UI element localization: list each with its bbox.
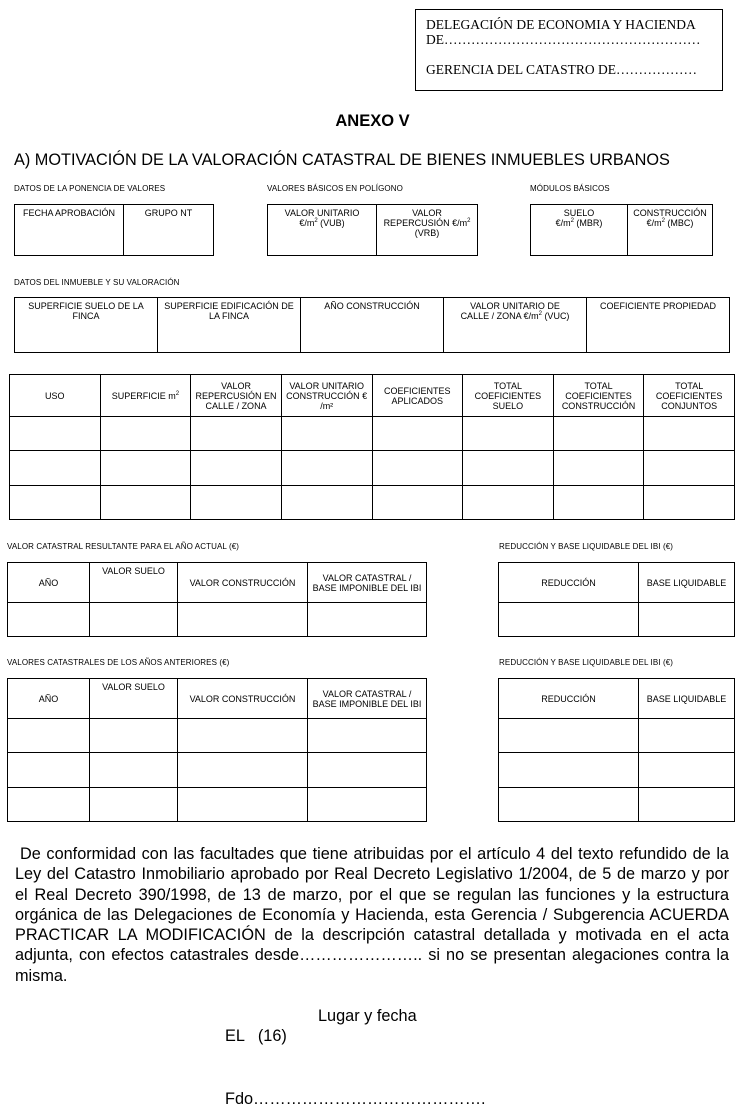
- vrb-header: VALOR REPERCUSIÓN $€/m^2$ (VRB): [377, 205, 478, 256]
- reduccion-label: REDUCCIÓN Y BASE LIQUIDABLE DEL IBI (€): [499, 658, 674, 667]
- ano-header: AÑO: [8, 679, 90, 719]
- header-delegacion: DELEGACIÓN DE ECONOMIA Y HACIENDA: [426, 17, 696, 32]
- valor-construccion-header: VALOR CONSTRUCCIÓN: [178, 563, 308, 603]
- header-box: [415, 9, 723, 91]
- valores-anteriores-label: VALORES CATASTRALES DE LOS AÑOS ANTERIORES (€): [7, 658, 230, 667]
- lugar-fecha: Lugar y fecha: [318, 1007, 417, 1025]
- valor-actual-table: [7, 562, 427, 637]
- annex-title: ANEXO V: [335, 112, 410, 130]
- valor-unitario-construccion-header: VALOR UNITARIO CONSTRUCCIÓN € /m²: [281, 375, 372, 417]
- uso-table: [9, 374, 735, 520]
- valores-basicos-table: [267, 204, 478, 256]
- modulos-table: [530, 204, 713, 256]
- valor-suelo-header: VALOR SUELO: [90, 679, 178, 719]
- coeficientes-aplicados-header: COEFICIENTES APLICADOS: [372, 375, 463, 417]
- base-liquidable-header: BASE LIQUIDABLE: [639, 679, 735, 719]
- mbr-header: SUELO $€/m^2$ (MBR): [531, 205, 628, 256]
- table-row: [8, 719, 427, 753]
- valor-repercusion-header: VALOR REPERCUSIÓN EN CALLE / ZONA: [191, 375, 282, 417]
- valores-anteriores-table: [7, 678, 427, 822]
- total-coef-conjuntos-header: TOTAL COEFICIENTES CONJUNTOS: [644, 375, 735, 417]
- table-row: [10, 417, 735, 451]
- coef-propiedad-header: COEFICIENTE PROPIEDAD: [587, 298, 730, 353]
- superficie-edificacion-header: SUPERFICIE EDIFICACIÓN DE LA FINCA: [158, 298, 301, 353]
- signature-line: Fdo…………………………………….: [225, 1090, 486, 1108]
- reduccion-header: REDUCCIÓN: [499, 563, 639, 603]
- header-de: DE…………………………………………………: [426, 32, 701, 47]
- reduccion-table: [498, 562, 735, 637]
- resolution-paragraph: De conformidad con las facultades que tiene atribuidas por el artículo 4 del texto refundido de la Ley del Catastro Inmobiliario aprobado por Real Decreto Legislativo 1/2004, de 5 de marzo y por el Real Decreto 390/1998, de 13 de marzo, por el que se regulan las funciones y la estructura orgánica de las Delegaciones de Economía y Hacienda, esta Gerencia / Subgerencia ACUERDA PRACTICAR LA MODIFICACIÓN de la descripción catastral detallada y motivada en el acta adjunta, con efectos catastrales desde………………….. si no se presentan alegaciones contra la misma.: [15, 845, 729, 985]
- ano-header: AÑO: [8, 563, 90, 603]
- reduccion-header: REDUCCIÓN: [499, 679, 639, 719]
- valor-construccion-header: VALOR CONSTRUCCIÓN: [178, 679, 308, 719]
- valores-basicos-label: VALORES BÁSICOS EN POLÍGONO: [267, 184, 403, 193]
- ponencia-table: [14, 204, 214, 256]
- base-liquidable-header: BASE LIQUIDABLE: [639, 563, 735, 603]
- reduccion-label: REDUCCIÓN Y BASE LIQUIDABLE DEL IBI (€): [499, 542, 674, 551]
- table-row: [499, 787, 735, 821]
- total-coef-construccion-header: TOTAL COEFICIENTES CONSTRUCCIÓN: [553, 375, 644, 417]
- header-gerencia: GERENCIA DEL CATASTRO DE………………: [426, 62, 698, 77]
- total-coef-suelo-header: TOTAL COEFICIENTES SUELO: [463, 375, 554, 417]
- valor-actual-label: VALOR CATASTRAL RESULTANTE PARA EL AÑO ACTUAL (€): [7, 542, 240, 551]
- valor-catastral-header: VALOR CATASTRAL / BASE IMPONIBLE DEL IBI: [308, 563, 427, 603]
- table-row: [499, 603, 735, 637]
- table-row: [499, 719, 735, 753]
- inmueble-label: DATOS DEL INMUEBLE Y SU VALORACIÓN: [14, 278, 180, 287]
- superficie-header: SUPERFICIE $m^2$: [100, 375, 191, 417]
- ano-construccion-header: AÑO CONSTRUCCIÓN: [301, 298, 444, 353]
- valor-suelo-header: VALOR SUELO: [90, 563, 178, 603]
- table-row: [10, 485, 735, 519]
- modulos-label: MÓDULOS BÁSICOS: [530, 184, 610, 193]
- table-row: [8, 753, 427, 787]
- mbc-header: CONSTRUCCIÓN $€/m^2$ (MBC): [628, 205, 713, 256]
- inmueble-table: [14, 297, 730, 353]
- table-row: [499, 753, 735, 787]
- table-row: [8, 603, 427, 637]
- el-line: EL (16): [225, 1027, 287, 1045]
- vuc-header: VALOR UNITARIO DE CALLE / ZONA $€/m^2$ (VUC): [444, 298, 587, 353]
- valor-catastral-header: VALOR CATASTRAL / BASE IMPONIBLE DEL IBI: [308, 679, 427, 719]
- grupo-nt-header: GRUPO NT: [124, 205, 214, 256]
- superficie-suelo-header: SUPERFICIE SUELO DE LA FINCA: [15, 298, 158, 353]
- vub-header: VALOR UNITARIO $€/m^2$ (VUB): [268, 205, 377, 256]
- uso-header: USO: [10, 375, 101, 417]
- table-row: [10, 451, 735, 485]
- fecha-aprobacion-header: FECHA APROBACIÓN: [15, 205, 124, 256]
- reduccion-table: [498, 678, 735, 822]
- table-row: [8, 787, 427, 821]
- ponencia-label: DATOS DE LA PONENCIA DE VALORES: [14, 184, 166, 193]
- main-heading: A) MOTIVACIÓN DE LA VALORACIÓN CATASTRAL DE BIENES INMUEBLES URBANOS: [14, 151, 670, 169]
